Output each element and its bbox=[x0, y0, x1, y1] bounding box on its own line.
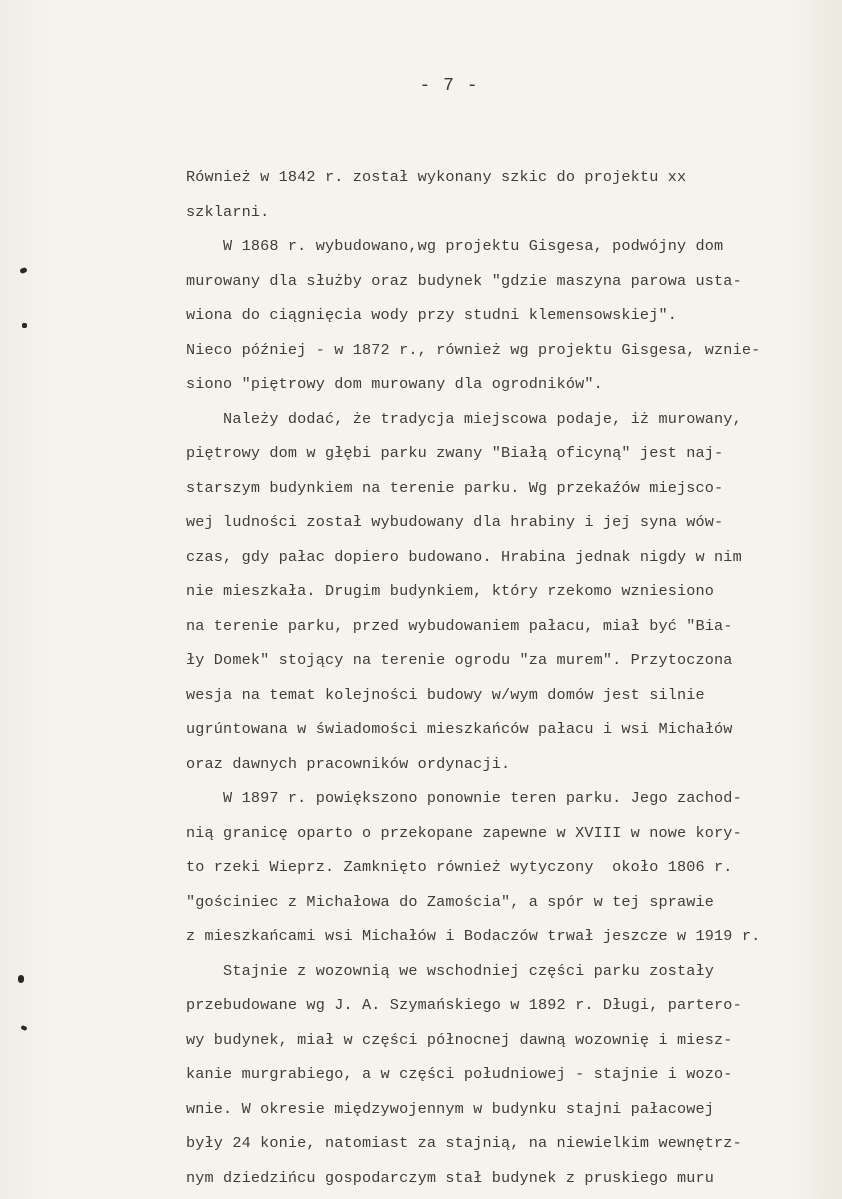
text-line: oraz dawnych pracowników ordynacji. bbox=[186, 754, 511, 773]
text-line: wiona do ciągnięcia wody przy studni klemensowskiej". bbox=[186, 306, 677, 324]
text-line: czas, gdy pałac dopiero budowano. Hrabina jednak nigdy w nim bbox=[186, 547, 742, 566]
text-line: Również w 1842 r. został wykonany szkic do projektu xx bbox=[186, 168, 687, 186]
text-line: W 1897 r. powiększono ponownie teren parku. Jego zachod- bbox=[186, 789, 742, 807]
text-line: Należy dodać, że tradycja miejscowa podaje, iż murowany, bbox=[186, 409, 742, 428]
text-line: wesja na temat kolejności budowy w/wym domów jest silnie bbox=[186, 685, 705, 704]
text-line: siono "piętrowy dom murowany dla ogrodników". bbox=[186, 375, 603, 393]
text-line: "gościniec z Michałowa do Zamościa", a spór w tej sprawie bbox=[186, 892, 715, 911]
text-line: z mieszkańcami wsi Michałów i Bodaczów trwał jeszcze w 1919 r. bbox=[186, 927, 761, 945]
text-line: wy budynek, miał w części północnej dawną wozownię i miesz- bbox=[186, 1030, 733, 1049]
body-text bbox=[186, 160, 836, 1195]
text-line: to rzeki Wieprz. Zamknięto również wytyczony około 1806 r. bbox=[186, 858, 733, 876]
text-line: nią granicę oparto o przekopane zapewne w XVIII w nowe kory- bbox=[186, 823, 742, 842]
ink-speck bbox=[18, 975, 24, 983]
text-line: przebudowane wg J. A. Szymańskiego w 1892 r. Długi, partero- bbox=[186, 996, 742, 1014]
text-line: ły Domek" stojący na terenie ogrodu "za murem". Przytoczona bbox=[186, 651, 733, 669]
text-line: ugrúntowana w świadomości mieszkańców pałacu i wsi Michałów bbox=[186, 720, 733, 738]
text-line: W 1868 r. wybudowano,wg projektu Gisgesa, podwójny dom bbox=[186, 237, 724, 255]
text-line: na terenie parku, przed wybudowaniem pałacu, miał być "Bia- bbox=[186, 616, 733, 635]
text-line: Stajnie z wozownią we wschodniej części parku zostały bbox=[186, 961, 715, 980]
text-line: nym dziedzińcu gospodarczym stał budynek z pruskiego muru bbox=[186, 1168, 715, 1187]
text-line: kanie murgrabiego, a w części południowej - stajnie i wozo- bbox=[186, 1065, 733, 1083]
text-line: piętrowy dom w głębi parku zwany "Białą oficyną" jest naj- bbox=[186, 444, 724, 462]
text-line: były 24 konie, natomiast za stajnią, na niewielkim wewnętrz- bbox=[186, 1134, 742, 1152]
text-line: nie mieszkała. Drugim budynkiem, który rzekomo wzniesiono bbox=[186, 582, 715, 600]
text-line: szklarni. bbox=[186, 202, 270, 221]
text-line: wnie. W okresie międzywojennym w budynku stajni pałacowej bbox=[186, 1099, 715, 1118]
text-line: Nieco później - w 1872 r., również wg projektu Gisgesa, wznie- bbox=[186, 340, 761, 359]
ink-speck bbox=[20, 1025, 27, 1031]
text-line: murowany dla służby oraz budynek "gdzie maszyna parowa usta- bbox=[186, 271, 742, 290]
page-number: - 7 - bbox=[419, 76, 479, 96]
ink-speck bbox=[19, 267, 27, 274]
text-line: starszym budynkiem na terenie parku. Wg przekaźów miejsco- bbox=[186, 478, 724, 497]
ink-speck bbox=[22, 323, 27, 328]
text-line: wej ludności został wybudowany dla hrabiny i jej syna wów- bbox=[186, 513, 724, 531]
